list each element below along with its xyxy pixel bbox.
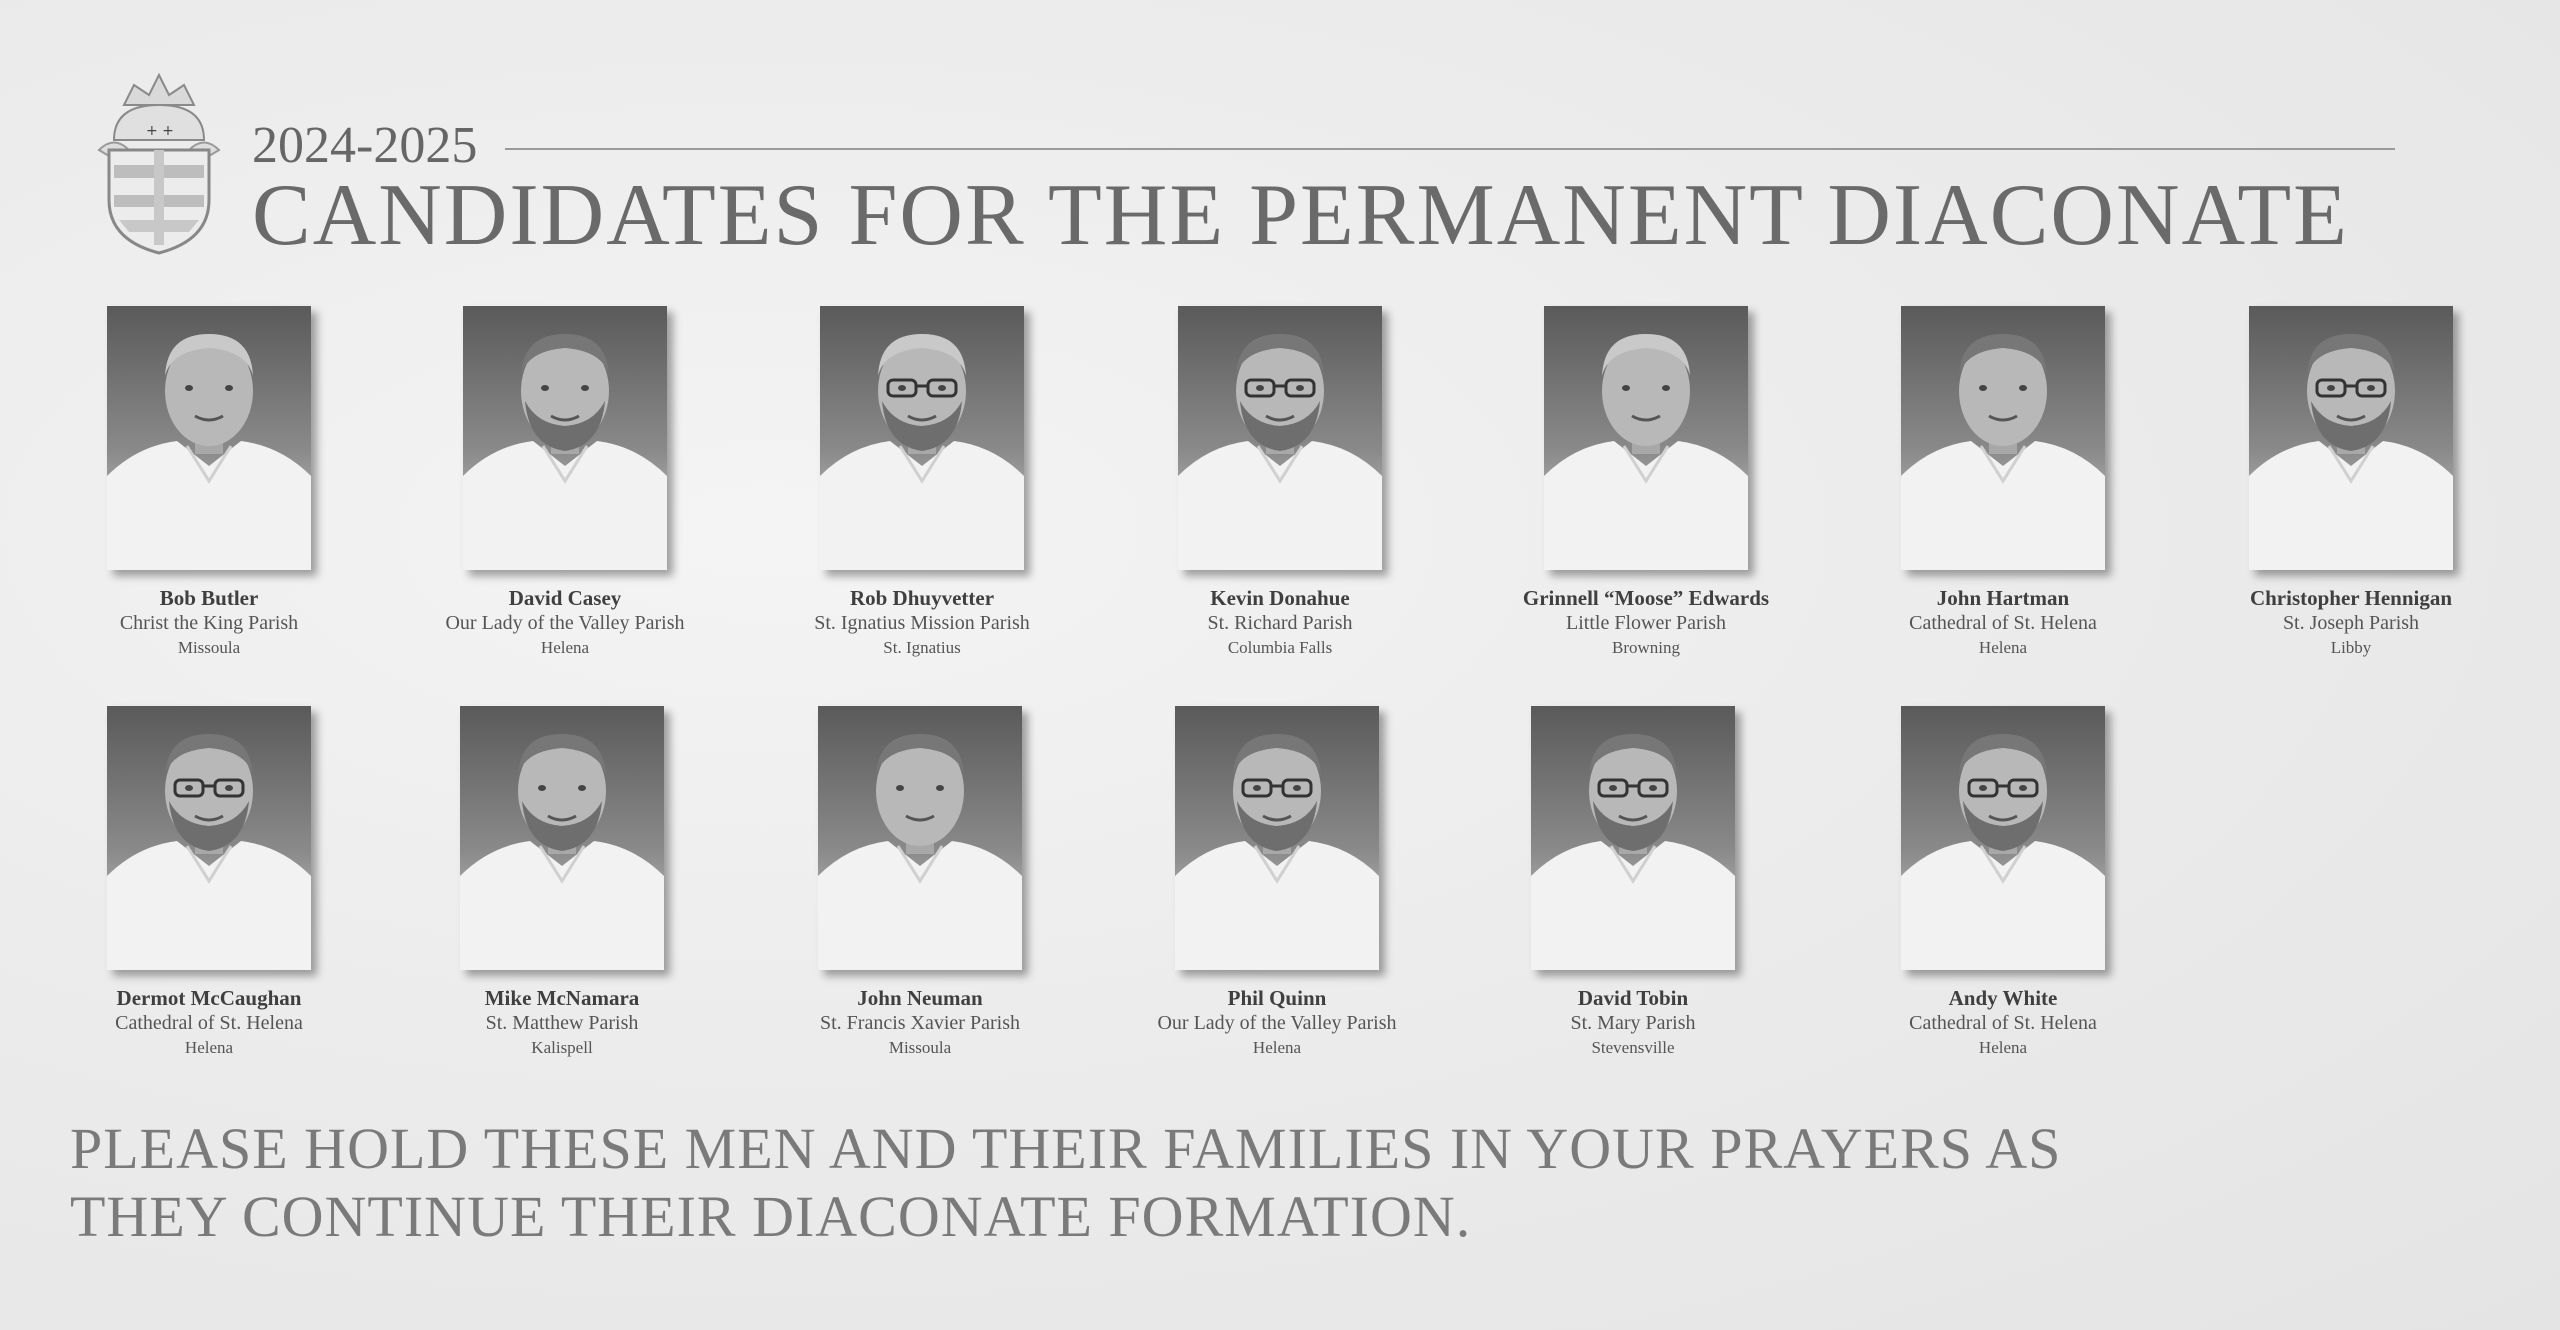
candidate-photo (463, 306, 667, 570)
candidate-photo (1901, 306, 2105, 570)
candidate-photo (820, 306, 1024, 570)
candidate-card (1843, 306, 2163, 660)
svg-text:+ +: + + (146, 123, 174, 139)
candidate-card (1473, 706, 1793, 1060)
candidate-city: Helena (540, 638, 590, 658)
candidate-parish: Christ the King Parish (119, 612, 299, 635)
candidate-card (49, 306, 369, 660)
candidate-name: David Casey (508, 586, 622, 610)
candidate-photo (1175, 706, 1379, 970)
candidate-parish: St. Francis Xavier Parish (820, 1012, 1020, 1035)
candidate-city: Helena (1978, 1038, 2028, 1058)
candidate-photo (460, 706, 664, 970)
candidate-card (402, 706, 722, 1060)
candidate-card (2191, 306, 2511, 660)
candidate-parish: St. Richard Parish (1207, 612, 1353, 635)
candidate-name: Rob Dhuyvetter (849, 586, 995, 610)
candidate-name: Kevin Donahue (1210, 586, 1350, 610)
candidate-city: Missoula (888, 1038, 952, 1058)
candidate-card (760, 706, 1080, 1060)
candidate-city: Libby (2330, 638, 2372, 658)
candidate-card (1120, 306, 1440, 660)
candidate-parish: Little Flower Parish (1566, 612, 1726, 635)
candidate-photo (107, 306, 311, 570)
candidate-city: Kalispell (531, 1038, 593, 1058)
candidate-parish: Our Lady of the Valley Parish (445, 612, 685, 635)
candidate-photo (2249, 306, 2453, 570)
candidate-parish: St. Matthew Parish (485, 1012, 639, 1035)
candidate-city: Stevensville (1591, 1038, 1675, 1058)
candidate-photo (818, 706, 1022, 970)
candidate-name: Bob Butler (159, 586, 259, 610)
year-label: 2024-2025 (252, 117, 478, 174)
candidate-parish: Cathedral of St. Helena (1909, 1012, 2097, 1035)
candidate-parish: St. Joseph Parish (2282, 612, 2420, 635)
candidate-city: Missoula (177, 638, 241, 658)
candidate-card (405, 306, 725, 660)
candidate-name: Dermot McCaughan (116, 986, 302, 1010)
candidate-name: Andy White (1948, 986, 2058, 1010)
candidate-card (762, 306, 1082, 660)
candidate-photo (107, 706, 311, 970)
prayer-message-line-1: PLEASE HOLD THESE MEN AND THEIR FAMILIES IN YOUR PRAYERS AS (70, 1116, 2062, 1181)
candidate-parish: St. Mary Parish (1570, 1012, 1696, 1035)
candidate-city: St. Ignatius (883, 638, 961, 658)
candidate-parish: Cathedral of St. Helena (115, 1012, 303, 1035)
candidate-name: Phil Quinn (1227, 986, 1327, 1010)
candidate-city: Helena (1252, 1038, 1302, 1058)
candidate-photo (1531, 706, 1735, 970)
candidate-city: Columbia Falls (1227, 638, 1333, 658)
candidate-card (1486, 306, 1806, 660)
candidate-name: David Tobin (1577, 986, 1689, 1010)
candidate-parish: Our Lady of the Valley Parish (1157, 1012, 1397, 1035)
candidate-name: Mike McNamara (484, 986, 640, 1010)
prayer-message-line-2: THEY CONTINUE THEIR DIACONATE FORMATION. (70, 1184, 1472, 1250)
candidate-card (1117, 706, 1437, 1060)
candidate-card (49, 706, 369, 1060)
candidate-parish: Cathedral of St. Helena (1909, 612, 2097, 635)
candidate-photo (1544, 306, 1748, 570)
page-title: CANDIDATES FOR THE PERMANENT DIACONATE (252, 167, 2349, 264)
candidate-city: Browning (1612, 638, 1680, 658)
candidate-photo (1901, 706, 2105, 970)
candidate-name: John Hartman (1936, 586, 2070, 610)
candidate-name: Christopher Hennigan (2249, 586, 2453, 610)
prayer-message (70, 1115, 2061, 1252)
candidate-city: Helena (1978, 638, 2028, 658)
candidate-parish: St. Ignatius Mission Parish (814, 612, 1030, 635)
candidate-name: John Neuman (857, 986, 983, 1010)
candidate-city: Helena (184, 1038, 234, 1058)
candidate-name: Grinnell “Moose” Edwards (1522, 586, 1770, 610)
candidate-photo (1178, 306, 1382, 570)
candidate-card (1843, 706, 2163, 1060)
